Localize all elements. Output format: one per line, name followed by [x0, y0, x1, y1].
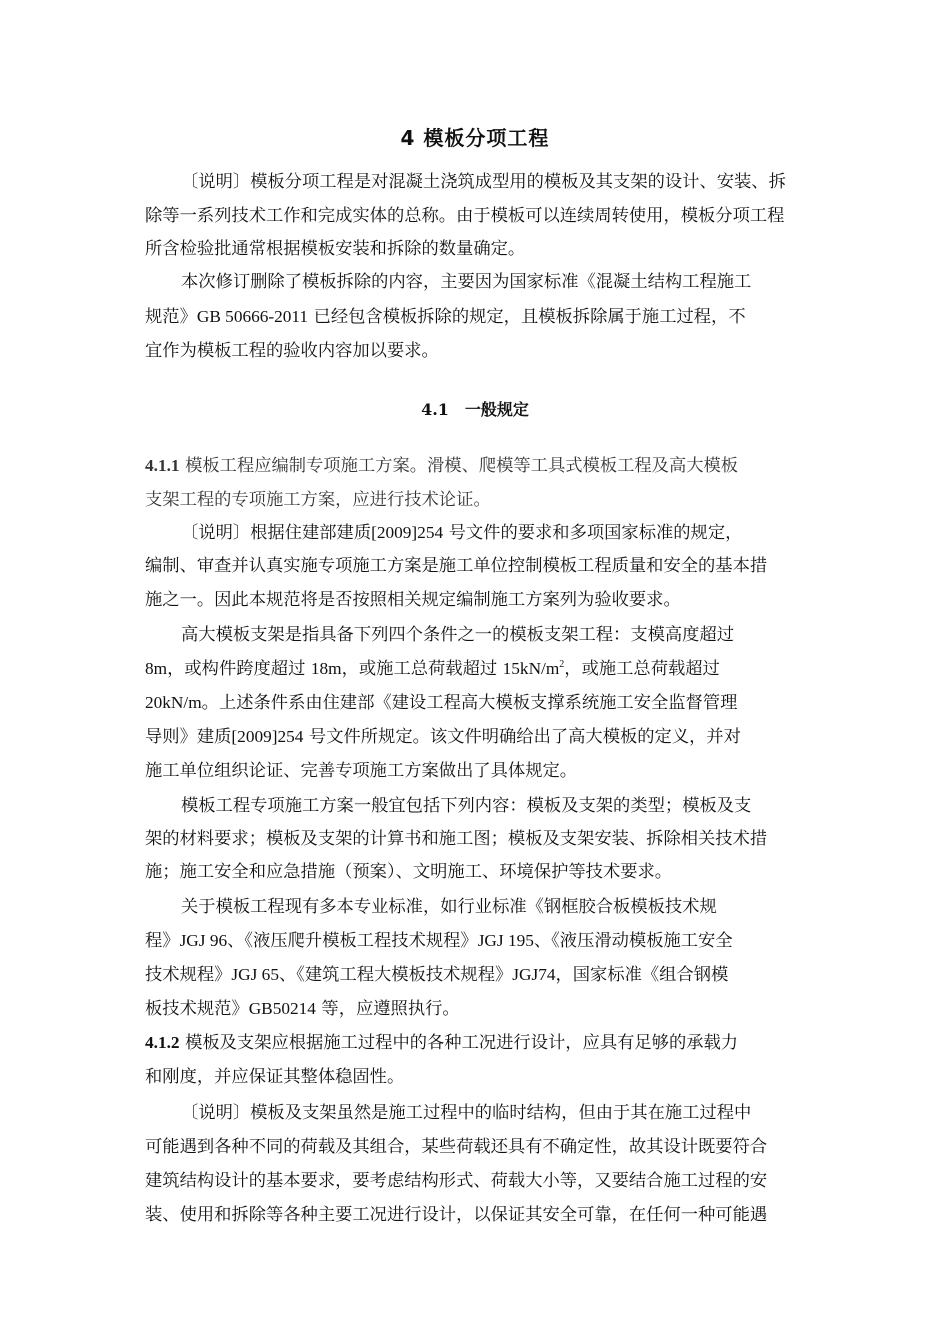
clause-411-line-2: 支架工程的专项施工方案，应进行技术论证。 [145, 490, 491, 510]
intro-line-3: 所含检验批通常根据模板安装和拆除的数量确定。 [145, 239, 526, 259]
clause-number: 4.1.2 [145, 1033, 180, 1052]
standard-code: GB 50666-2011 [196, 307, 309, 326]
superscript: 2 [559, 659, 565, 671]
value: 15kN/m [502, 659, 560, 678]
intro-line-1: 〔说明〕模板分项工程是对混凝土浇筑成型用的模板及其支架的设计、安装、拆 [181, 172, 786, 192]
text-segment: 导则》建质 [145, 727, 232, 747]
note-411-p2-line-2 [145, 657, 720, 681]
note-411-p2-line-1: 高大模板支架是指具备下列四个条件之一的模板支架工程：支模高度超过 [181, 625, 735, 645]
section-heading: 4.1 一般规定 [421, 400, 529, 419]
text-segment: 号文件的要求和多项国家标准的规定， [448, 523, 743, 543]
clause-number: 4.1.1 [145, 456, 180, 475]
text-segment: 、《建筑工程大模板技术规程》 [278, 965, 513, 985]
note-411-p2-line-5: 施工单位组织论证、完善专项施工方案做出了具体规定。 [145, 761, 578, 781]
text-segment: 〔说明〕根据住建部建质 [181, 523, 372, 543]
clause-412-line-1 [145, 1031, 738, 1055]
note-411-p1-line-3: 施之一。因此本规范将是否按照相关规定编制施工方案列为验收要求。 [145, 590, 681, 610]
text-segment: 规范》 [145, 307, 197, 327]
text-segment: 、《液压爬升模板工程技术规程》 [227, 931, 478, 951]
text-segment: 。上述条件系由住建部《建设工程高大模板支撑系统施工安全监督管理 [201, 693, 738, 713]
intro-line-2: 除等一系列技术工作和完成实体的总称。由于模板可以连续周转使用，模板分项工程 [145, 206, 785, 226]
note-411-p3-line-3: 施；施工安全和应急措施（预案）、文明施工、环境保护等技术要求。 [145, 862, 673, 882]
note-411-p3-line-2: 架的材料要求；模板及支架的计算书和施工图；模板及支架安装、拆除相关技术措 [145, 829, 768, 849]
text-segment: 技术规程》 [145, 965, 232, 985]
note-411-p2-line-3 [145, 691, 737, 715]
value: 8m [145, 659, 168, 678]
intro-line-4: 本次修订删除了模板拆除的内容，主要因为国家标准《混凝土结构工程施工 [181, 272, 752, 292]
clause-411-line-1 [145, 454, 738, 478]
standard-code: JGJ 195 [477, 931, 534, 950]
doc-number: [2009]254 [231, 727, 304, 746]
text-segment: 号文件所规定。该文件明确给出了高大模板的定义，并对 [308, 727, 741, 747]
text-segment: 已经包含模板拆除的规定，且模板拆除属于施工过程，不 [313, 307, 746, 327]
standard-code: GB50214 [248, 999, 316, 1018]
note-412-line-4: 装、使用和拆除等各种主要工况进行设计，以保证其安全可靠，在任何一种可能遇 [145, 1205, 768, 1225]
clause-412-line-2: 和刚度，并应保证其整体稳固性。 [145, 1067, 405, 1087]
chapter-title: 4 模板分项工程 [400, 126, 550, 150]
note-412-line-1: 〔说明〕模板及支架虽然是施工过程中的临时结构，但由于其在施工过程中 [181, 1103, 752, 1123]
text-segment: 板技术规范》 [145, 999, 249, 1019]
note-411-p1-line-2: 编制、审查并认真实施专项施工方案是施工单位控制模板工程质量和安全的基本措 [145, 556, 768, 576]
standard-code: JGJ 96 [179, 931, 228, 950]
note-411-p4-line-3 [145, 963, 728, 987]
text-segment: ，或施工总荷载超过 [564, 659, 720, 679]
text-segment: 、《液压滑动模板施工安全 [533, 931, 733, 951]
intro-line-6: 宜作为模板工程的验收内容加以要求。 [145, 341, 439, 361]
text-segment: ，或施工总荷载超过 [341, 659, 498, 679]
note-411-p4-line-1: 关于模板工程现有多本专业标准，如行业标准《钢框胶合板模板技术规 [181, 897, 717, 917]
standard-code: JGJ 65 [231, 965, 279, 984]
text-segment: ，国家标准《组合钢模 [555, 965, 729, 985]
text-segment: 程》 [145, 931, 180, 951]
note-411-p2-line-4 [145, 725, 741, 749]
value: 18m [310, 659, 342, 678]
note-411-p1-line-1 [181, 521, 742, 545]
text-segment: 模板及支架应根据施工过程中的各种工况进行设计，应具有足够的承载力 [185, 1033, 739, 1053]
note-411-p3-line-1: 模板工程专项施工方案一般宜包括下列内容：模板及支架的类型；模板及支 [181, 796, 752, 816]
note-412-line-2: 可能遇到各种不同的荷载及其组合，某些荷载还具有不确定性，故其设计既要符合 [145, 1137, 768, 1157]
text-segment: 模板工程应编制专项施工方案。滑模、爬模等工具式模板工程及高大模板 [185, 456, 739, 476]
text-segment: ，或构件跨度超过 [167, 659, 306, 679]
doc-number: [2009]254 [371, 523, 444, 542]
note-411-p4-line-4 [145, 997, 460, 1021]
text-segment: 等，应遵照执行。 [321, 999, 460, 1019]
note-412-line-3: 建筑结构设计的基本要求，要考虑结构形式、荷载大小等，又要结合施工过程的安 [145, 1171, 768, 1191]
intro-line-5 [145, 305, 746, 329]
standard-code: JGJ74 [512, 965, 556, 984]
value: 20kN/m [145, 693, 202, 712]
note-411-p4-line-2 [145, 929, 733, 953]
